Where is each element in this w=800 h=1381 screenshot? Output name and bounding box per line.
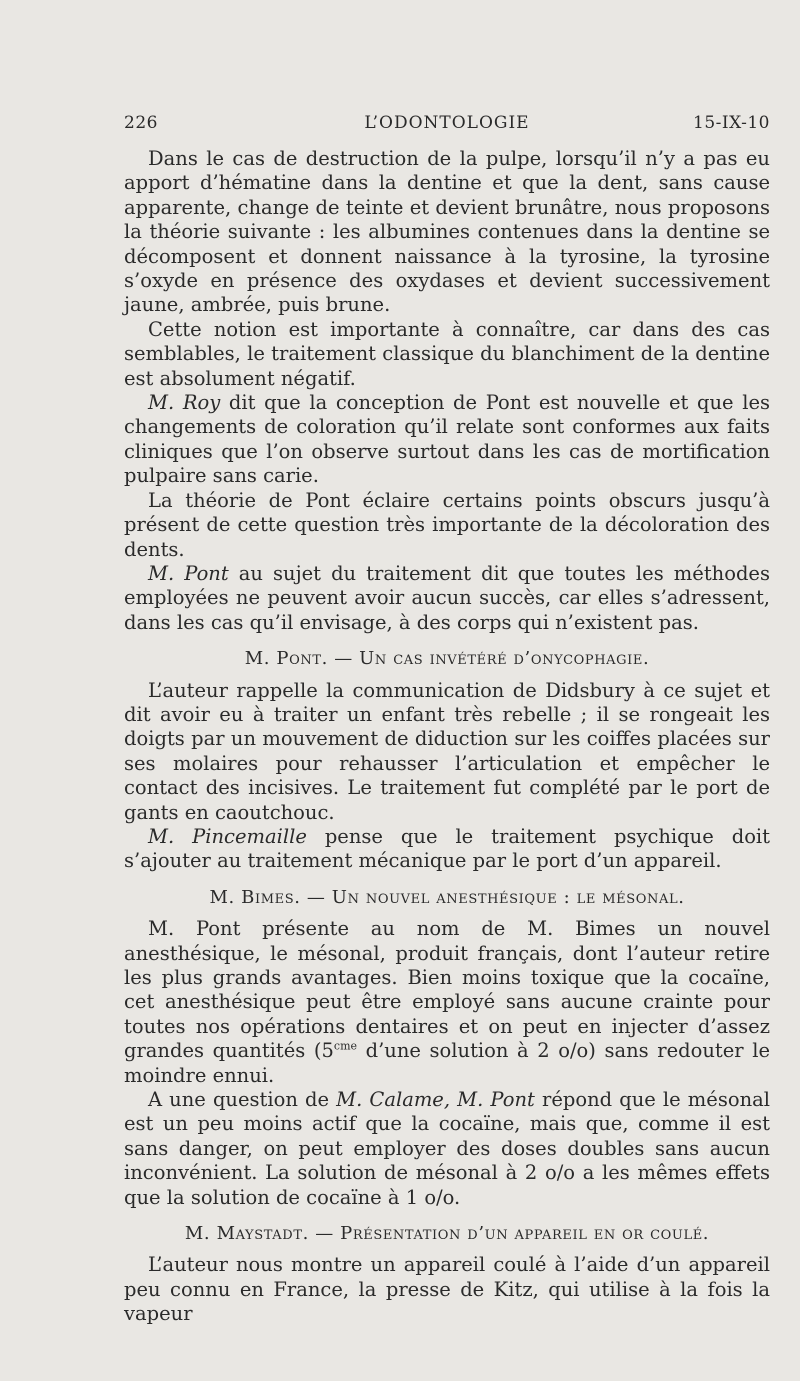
paragraph-text: répond que le mésonal est un peu moins actif que la cocaïne, mais que, comme il est sans danger, on peut employer des doses doubles sans aucun inconvénient. La solution de mésonal à 2 o/o a les mêmes effets que la solution de cocaïne à 1 o/o. xyxy=(124,1088,770,1209)
paragraph xyxy=(124,825,770,874)
paragraph-text: d’une solution à 2 o/o) sans redouter le moindre ennui. xyxy=(124,1039,770,1087)
paragraph xyxy=(124,1088,770,1210)
running-header xyxy=(124,113,770,137)
superscript: cme xyxy=(333,1039,358,1053)
paragraph-text: A une question de xyxy=(148,1088,337,1112)
speaker-name: M. Pincemaille xyxy=(148,824,307,848)
paragraph: L’auteur rappelle la communication de Didsbury à ce sujet et dit avoir eu à traiter un enfant très rebelle ; il se rongeait les doigts par un mouvement de diduction sur les coiffes placées sur ses molaires pour rehausser l’articulation et empêcher le contact des incisives. Le traitement fut complété par le port de gants en caoutchouc. xyxy=(124,678,770,824)
speaker-name: M. Calame, M. Pont xyxy=(336,1088,535,1112)
paragraph xyxy=(124,917,770,1088)
issue-date: 15-IX-10 xyxy=(693,113,770,133)
journal-title: L’ODONTOLOGIE xyxy=(364,113,530,133)
section-heading: M. Pont. — Un cas invétéré d’onycophagie. xyxy=(244,648,650,670)
paragraph xyxy=(124,562,770,635)
speaker-name: M. Roy xyxy=(148,391,221,415)
article-body xyxy=(124,147,770,1327)
paragraph-text: au sujet du traitement dit que toutes les méthodes employées ne peuvent avoir aucun succès, car elles s’adressent, dans les cas qu’il envisage, à des corps qui n’existent pas. xyxy=(124,561,770,634)
paragraph-text: dit que la conception de Pont est nouvelle et que les changements de coloration qu’il relate sont conformes aux faits cliniques que l’on observe surtout dans les cas de mortification pulpaire sans carie. xyxy=(124,391,770,488)
speaker-name: M. Pont xyxy=(148,561,229,585)
paragraph-text: pense que le traitement psychique doit s’ajouter au traitement mécanique par le port d’un appareil. xyxy=(124,824,771,873)
paragraph: Dans le cas de destruction de la pulpe, lorsqu’il n’y a pas eu apport d’hématine dans la dentine et que la dent, sans cause apparente, change de teinte et devient brunâtre, nous proposons la théorie suivante : les albumines contenues dans la dentine se décomposent et donnent naissance à la tyrosine, la tyrosine s’oxyde en présence des oxydases et devient successivement jaune, ambrée, puis brune. xyxy=(124,147,770,317)
page-number: 226 xyxy=(124,113,158,133)
paragraph: Cette notion est importante à connaître, car dans des cas semblables, le traitement classique du blanchiment de la dentine est absolument négatif. xyxy=(124,317,770,390)
paragraph: La théorie de Pont éclaire certains points obscurs jusqu’à présent de cette question très importante de la décoloration des dents. xyxy=(124,488,770,561)
paragraph: L’auteur nous montre un appareil coulé à l’aide d’un appareil peu connu en France, la presse de Kitz, qui utilise à la fois la vapeur xyxy=(124,1253,770,1326)
section-heading: M. Maystadt. — Présentation d’un appareil en or coulé. xyxy=(184,1223,710,1245)
paragraph-text: M. Pont présente au nom de M. Bimes un nouvel anesthésique, le mésonal, produit français, dont l’auteur retire les plus grands avantages. Bien moins toxique que la cocaïne, cet anesthésique peut être employé sans aucune crainte pour toutes nos opérations dentaires et on peut en injecter d’assez grandes quantités (5 xyxy=(124,917,770,1063)
section-heading: M. Bimes. — Un nouvel anesthésique : le mésonal. xyxy=(209,886,685,908)
paragraph xyxy=(124,391,770,489)
